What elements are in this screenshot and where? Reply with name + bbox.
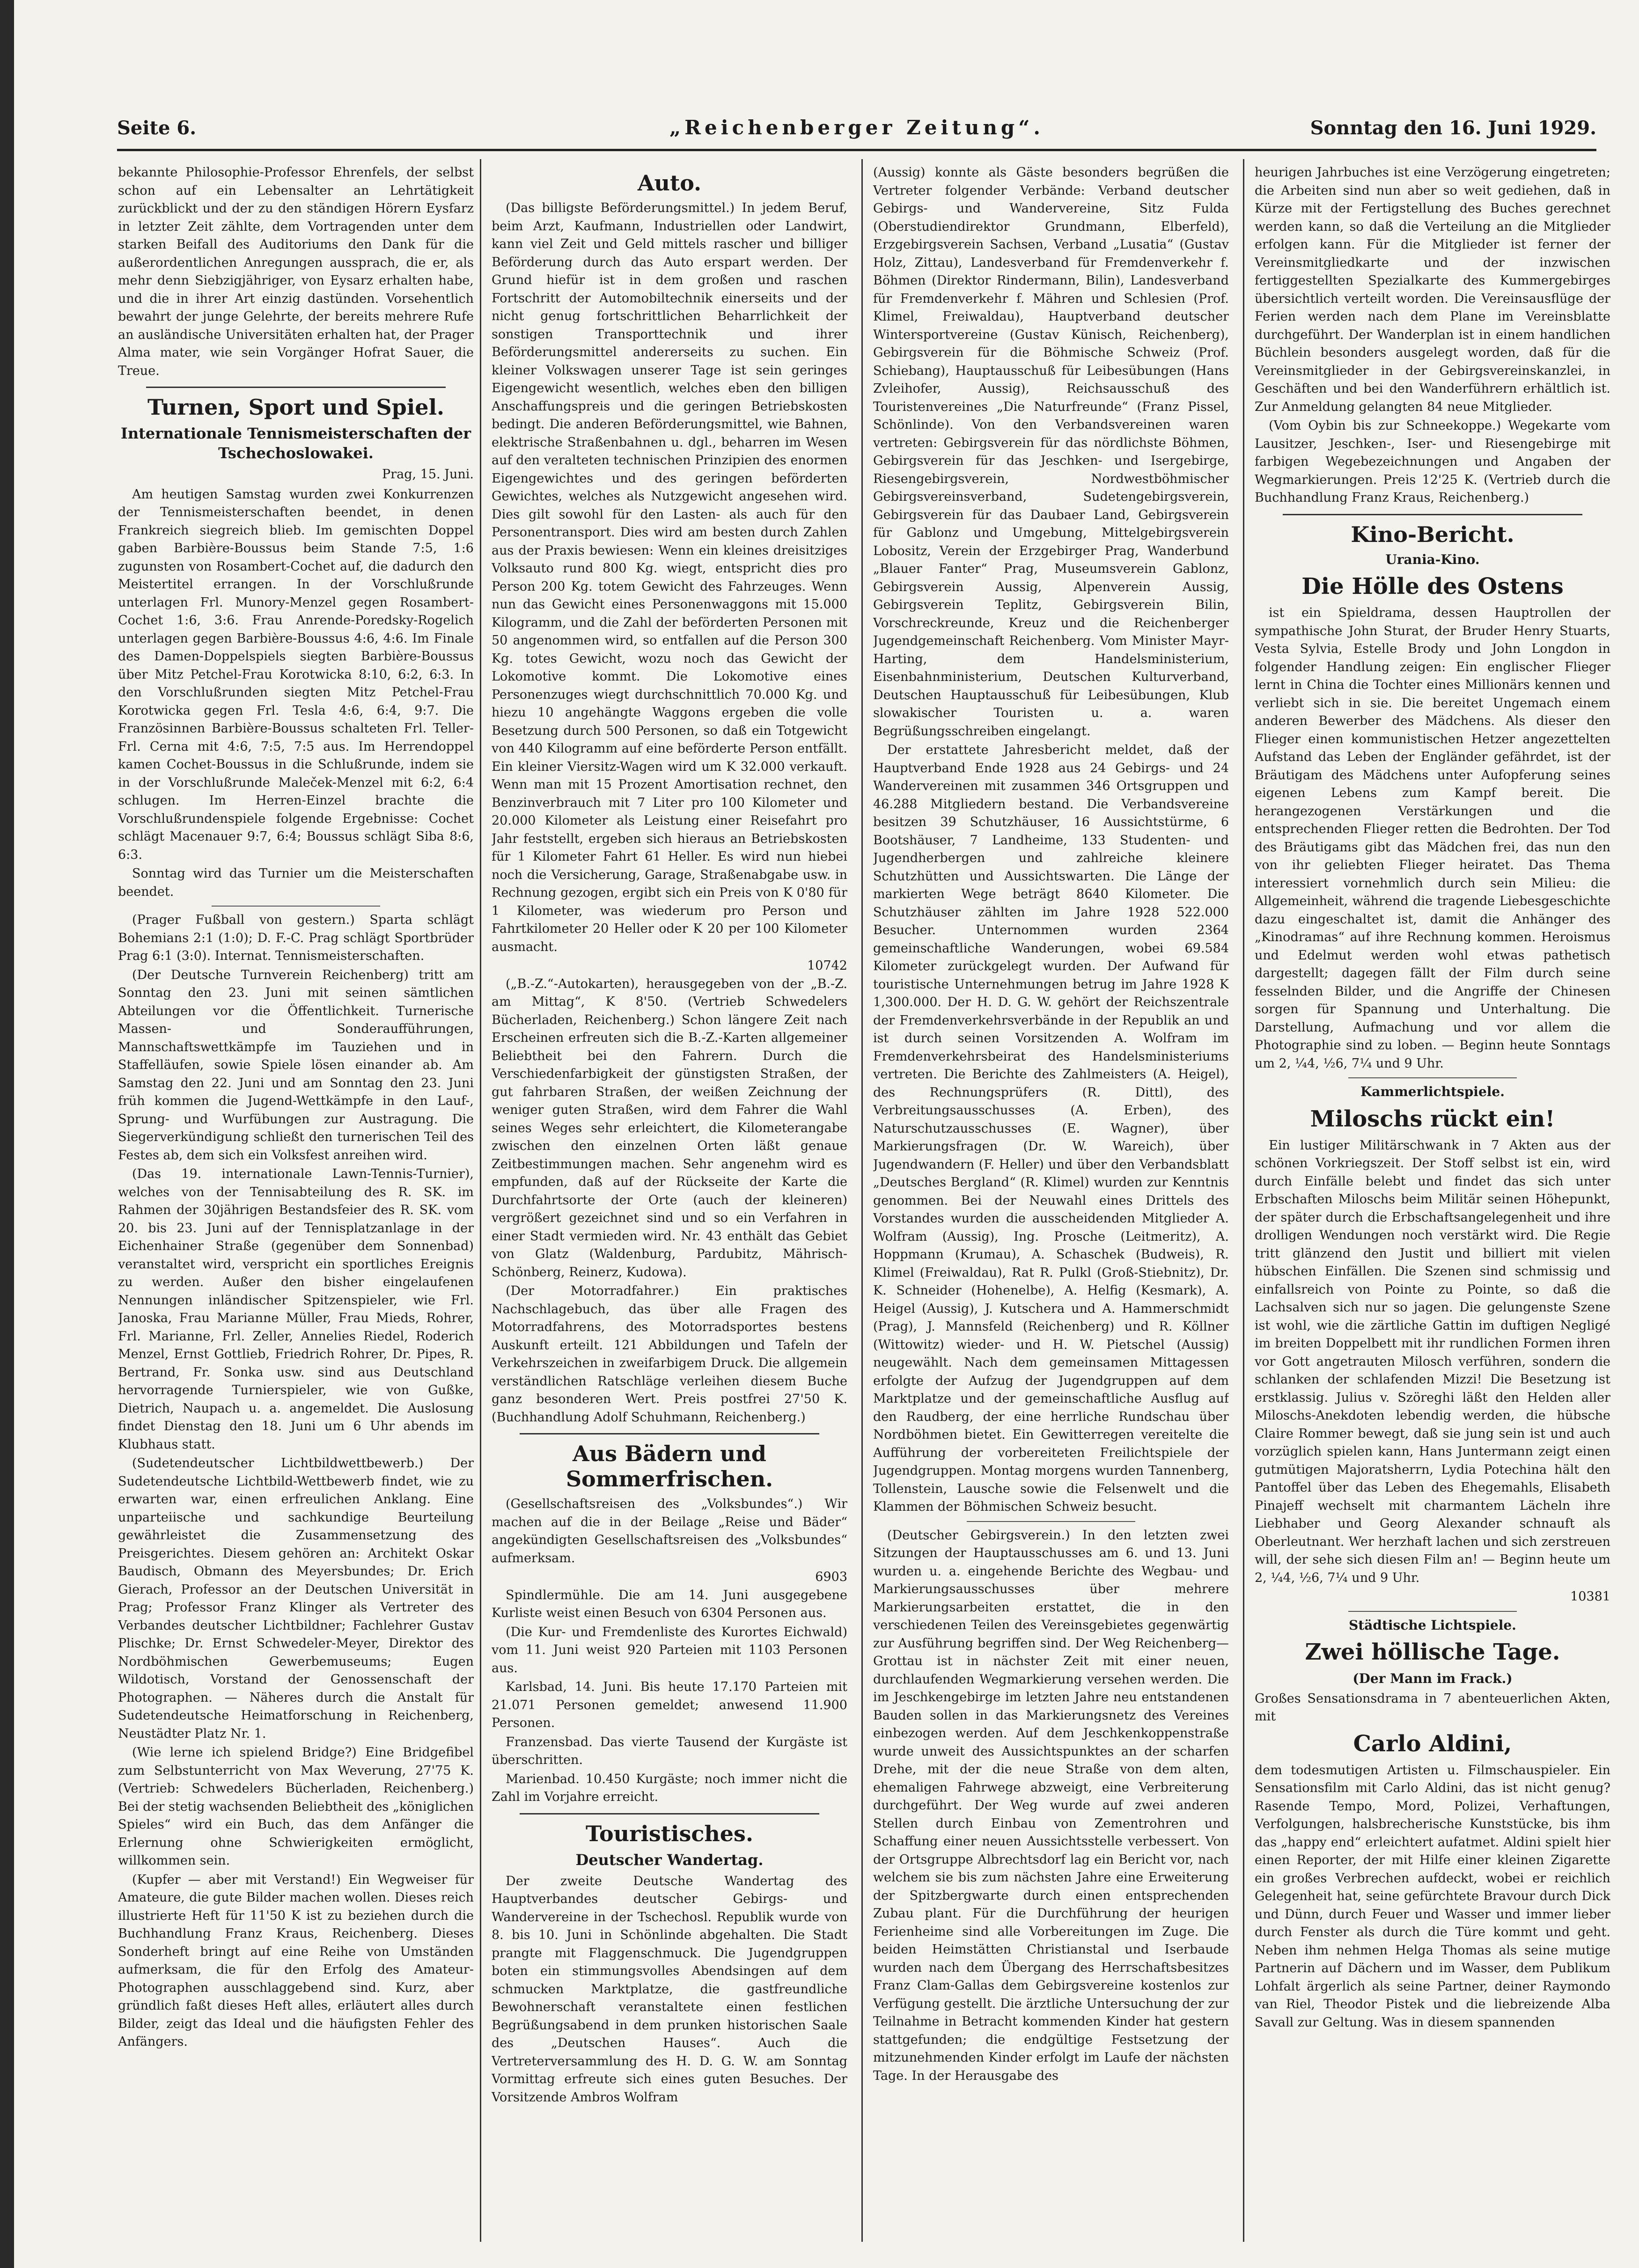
news-item: Franzensbad. Das vierte Tausend der Kurgäste ist überschritten. — [492, 1734, 847, 1767]
reference-number: 6903 — [815, 1570, 847, 1584]
news-item: (Wie lerne ich spielend Bridge?) Eine Bridgefibel zum Selbstunterricht von Max Weverung, 27'75 K. (Vertrieb: Schwedelers Bücherladen, Reichenberg.) Bei der stetig wachsenden Beliebtheit des „königlichen Spieles“ wird ein Buch, das dem Anfänger die Erlernung ohne Schwierigkeiten ermöglicht, willkommen sein. — [118, 1745, 474, 1868]
news-item: („B.-Z.“-Autokarten), herausgegeben von der „B.-Z. am Mittag“, K 8'50. (Vertrieb Schwedelers Bücherladen, Reichenberg.) Schon längere Zeit nach Erscheinen erfreuten sich die B.-Z.-Karten allgemeiner Beliebtheit bei den Fahrern. Durch die Verschiedenfarbigkeit der günstigsten Straßen, der gut fahrbaren Straßen, der weißen Zeichnung der weniger guten Straßen, wird dem Fahrer die Wahl seines Weges sehr erleichtert, die Kilometerangabe zwischen den einzelnen Orten läßt genaue Zeitbestimmungen machen. Sehr angenehm wird es empfunden, daß auf der Rückseite der Karte die Durchfahrtsorte der Orte (auch der kleineren) vergrößert gezeichnet sind und so ein Verfahren in einer Stadt vermieden wird. Nr. 43 enthält das Gebiet von Glatz (Waldenburg, Pardubitz, Mährisch-Schönberg, Reinerz, Kudowa). — [492, 976, 847, 1280]
news-item: Karlsbad, 14. Juni. Bis heute 17.170 Parteien mit 21.071 Personen gemeldet; anwesend 11.900 Personen. — [492, 1680, 847, 1730]
news-item: (Vom Oybin bis zur Schneekoppe.) Wegekarte vom Lausitzer, Jeschken-, Iser- und Riesengebirge mit farbigen Wegebezeichnungen und Angaben der Wegmarkierungen. Preis 12'25 K. (Vertrieb durch die Buchhandlung Franz Kraus, Reichenberg.) — [1255, 418, 1610, 505]
film-title: Die Hölle des Ostens — [1301, 573, 1564, 600]
section-heading: Kino-Bericht. — [1351, 521, 1514, 547]
article-continuation: heurigen Jahrbuches ist eine Verzögerung eingetreten; die Arbeiten sind nun aber so weit gediehen, daß in Kürze mit der Fertigstellung des Buches gerechnet werden kann, so daß die Verteilung an die Mitglieder erfolgen kann. Für die Mitglieder ist ferner der Vereinsmitgliedkarte und der inzwischen fertiggestellten Spezialkarte des Kummergebirges übersichtlich verteilt worden. Die Vereinsausflüge der Ferien werden nach dem Plane im Vereinsblatte durchgeführt. Der Wanderplan ist in einem handlichen Büchlein besonders ausgelegt worden, daß für die Vereinsmitglieder in der Gebirgsvereinskanzlei, in Geschäften und bei den Wanderführern erhältlich ist. Zur Anmeldung gelangten 84 neue Mitglieder. — [1255, 165, 1610, 414]
section-heading: Aus Bädern und Sommerfrischen. — [566, 1441, 773, 1492]
article-body: (Das billigste Beförderungsmittel.) In jedem Beruf, beim Arzt, Kaufmann, Industriellen oder Landwirt, kann viel Zeit und Geld mittels rascher und billiger Beförderung durch das Auto erspart werden. Der Grund hiefür ist in dem großen und raschen Fortschritt der Automobiltechnik einerseits und der nicht genug fortschrittlichen Beharrlichkeit der sonstigen Transporttechnik und ihrer Beförderungsmittel andererseits zu suchen. Ein kleiner Volkswagen unserer Tage ist sein geringes Eigengewicht wesentlich, welches eben den billigen Anschaffungspreis und die geringen Betriebskosten bedingt. Die anderen Beförderungsmittel, wie Bahnen, elektrische Straßenbahnen u. dgl., beharren im Wesen auf den veralteten technischen Prinzipien des enormen Eigengewichtes und des geringen beförderten Gewichtes, welches als Nutzgewicht angesehen wird. Dies gilt sowohl für den Lasten- als auch für den Personentransport. Dies wird am besten durch Zahlen aus der Praxis bewiesen: Wenn ein kleines dreisitziges Volksauto rund 800 Kg. wiegt, entspricht dies pro Person 200 Kg. totem Gewicht des Fahrzeuges. Wenn nun das Gewicht eines Personenwaggons mit 15.000 Kilogramm, und die Zahl der beförderten Personen mit 50 angenommen wird, so entfallen auf die Person 300 Kg. totes Gewicht, wozu noch das Gewicht der Lokomotive kommt. Die Lokomotive eines Personenzuges wiegt durchschnittlich 70.000 Kg. und hiezu 10 angehängte Waggons ergeben die volle Besetzung durch 500 Personen, so daß ein Totgewicht von 440 Kilogramm auf eine beförderte Person entfällt. Ein kleiner Viersitz-Wagen wird um K 32.000 verkauft. Wenn man mit 15 Prozent Amortisation rechnet, den Benzinverbrauch mit 7 Liter pro 100 Kilometer und 20.000 Kilometer als Leistung einer Reisefahrt pro Jahr feststellt, ergeben sich hieraus an Betriebskosten für 1 Kilometer Fahrt 61 Heller. Es wird nun hiebei noch die Versicherung, Garage, Straßenabgabe usw. in Rechnung gezogen, ergibt sich ein Preis von K 0'80 für 1 Kilometer, was wiederum pro Person und Fahrtkilometer 20 Heller oder K 20 per 100 Kilometer ausmacht. — [492, 201, 847, 954]
reference-number: 10742 — [807, 958, 847, 973]
film-star: Carlo Aldini, — [1353, 1730, 1512, 1757]
news-item: (Prager Fußball von gestern.) Sparta schlägt Bohemians 2:1 (1:0); D. F.-C. Prag schlägt Sportbrüder Prag 6:1 (3:0). Internat. Tennismeisterschaften. — [118, 913, 474, 963]
section-heading: Auto. — [637, 170, 702, 196]
cinema-name: Urania-Kino. — [1385, 551, 1480, 567]
column-divider — [861, 159, 863, 2242]
news-item: (Der Motorradfahrer.) Ein praktisches Nachschlagebuch, das über alle Fragen des Motorradfahrens, des Motorradsportes bestens Auskunft erteilt. 121 Abbildungen und Tafeln der Verkehrszeichen in zweifarbigem Druck. Die allgemein verständlichen Ratschläge verleihen diesem Buche ganz besonderen Wert. Preis postfrei 27'50 K. (Buchhandlung Adolf Schuhmann, Reichenberg.) — [492, 1284, 847, 1425]
news-item: (Kupfer — aber mit Verstand!) Ein Wegweiser für Amateure, die gute Bilder machen wollen. Dieses reich illustrierte Heft für 11'50 K ist zu beziehen durch die Buchhandlung Franz Kraus, Reichenberg. Dieses Sonderheft bringt auf eine Reihe von Umständen aufmerksam, die für den Erfolg des Amateur-Photographen ausschlaggebend sind. Kurz, aber gründlich faßt dieses Heft alles, erläutert alles durch Bilder, zeigt das Ideal und die häufigsten Fehler des Anfängers. — [118, 1872, 474, 2049]
news-item: Spindlermühle. Die am 14. Juni ausgegebene Kurliste weist einen Besuch von 6304 Personen aus. — [492, 1588, 847, 1620]
film-title: Miloschs rückt ein! — [1310, 1105, 1555, 1132]
page-number: Seite 6. — [117, 117, 197, 139]
news-item: (Gesellschaftsreisen des „Volksbundes“.) Wir machen auf die in der Beilage „Reise und Bäder“ angekündigten Gesellschaftsreisen des „Volksbundes“ aufmerksam. — [492, 1497, 847, 1566]
news-item: (Der Deutsche Turnverein Reichenberg) tritt am Sonntag den 23. Juni mit seinen sämtlichen Abteilungen vor die Öffentlichkeit. Turnerische Massen- und Sonderaufführungen, Mannschaftswettkämpfe im Tauziehen und in Staffelläufen, sowie Spiele lösen einander ab. Am Samstag den 22. Juni und am Sonntag den 23. Juni früh kommen die Jugend-Wettkämpfe in den Lauf-, Sprung- und Wurfübungen zur Austragung. Die Siegerverkündigung schließt den turnerischen Teil des Festes ab, dem sich ein Volksfest anreihen wird. — [118, 967, 474, 1163]
news-item: (Das 19. internationale Lawn-Tennis-Turnier), welches von der Tennisabteilung des R. SK. im Rahmen der 30jährigen Bestandsfeier des R. SK. vom 20. bis 23. Juni auf der Tennisplatzanlage in der Eichenhainer Straße (gegenüber dem Sonnenbad) veranstaltet wird, verspricht ein sportliches Ereignis zu werden. Außer den bisher eingelaufenen Nennungen inländischer Spitzenspieler, wie Frl. Janoska, Frau Marianne Müller, Frau Mieds, Rohrer, Frl. Marianne, Frl. Zeller, Annelies Riedel, Roderich Menzel, Ernst Gottlieb, Friedrich Rohrer, Dr. Pipes, R. Bertrand, Fr. Sonka usw. sind aus Deutschland hervorragende Turnierspieler, wie von Gußke, Dietrich, Naupach u. a. angemeldet. Die Auslosung findet Dienstag den 18. Juni um 6 Uhr abends im Klubhaus statt. — [118, 1167, 474, 1452]
cinema-name: Städtische Lichtspiele. — [1349, 1617, 1516, 1633]
column-divider — [1243, 159, 1244, 2242]
divider — [1348, 1611, 1517, 1612]
masthead: „Reichenberger Zeitung“. — [669, 116, 1044, 139]
reference-number: 10381 — [1570, 1589, 1610, 1604]
news-item: Marienbad. 10.450 Kurgäste; noch immer nicht die Zahl im Vorjahre erreicht. — [492, 1771, 847, 1804]
film-review: dem todesmutigen Artisten u. Filmschauspieler. Ein Sensationsfilm mit Carlo Aldini, das ist nicht genug? Rasende Tempo, Mord, Polizei, Verhaftungen, Verfolgungen, halsbrecherische Kunststücke, bis ihm das „happy end“ erleichtert aufatmet. Aldini spielt hier einen Reporter, der mit Hilfe einer kleinen Zigarette ein großes Verbrechen aufdeckt, wobei er reichlich Gelegenheit hat, seine gefürchtete Bravour durch Dick und Dünn, durch Feuer und Wasser und immer lieber durch Fenster als durch die Türe kommt und geht. Neben ihm nehmen Helga Thomas als seine mutige Partnerin auf Dächern und im Wasser, dem Publikum Lohfalt ärgerlich als seine Partner, deiner Raymondo van Riel, Theodor Pistek und die liebreizende Alba Savall zur Geltung. Was in diesem spannenden — [1255, 1763, 1610, 2030]
film-subtitle: (Der Mann im Frack.) — [1352, 1671, 1513, 1686]
film-review: Ein lustiger Militärschwank in 7 Akten aus der schönen Vorkriegszeit. Der Stoff selbst ist ein, wird durch Einfälle belebt und findet das sich unter Erbschaften Miloschs beim Militär seinen Höhepunkt, der später durch die Erbschaftsangelegenheit und ihre drolligen Wendungen noch verstärkt wird. Die Regie tritt glänzend den Justit und billiert mit vielen hübschen Einfällen. Die Szenen sind schmissig und einfallsreich von Pointe zu Pointe, so daß die Lachsalven sich nur so jagen. Die gelungenste Szene ist wohl, wie die zärtliche Gattin im duftigen Negligé im breiten Doppelbett mit ihr rundlichen Formen ihren vor Gott angetrauten Milosch verführen, sondern die schlanken der schlafenden Mizzi! Die Besetzung ist erstklassig. Julius v. Szöreghi läßt den Helden aller Miloschs-Anekdoten lebendig werden, die hübsche Claire Rommer bewegt, daß sie jung sein ist und auch vorzüglich spielen kann, Hans Juntermann zeigt einen gutmütigen Majoratsherrn, Lydia Potechina hält den Pantoffel über das Leben des Ehegemahls, Elisabeth Pinajeff wechselt mit charmantem Lächeln ihre Liebhaber und Georg Alexander schnauft als Oberleutnant. Wer herzhaft lachen und sich zerstreuen will, der sehe sich diesen Film an! — Beginn heute um 2, ¼4, ½6, 7¼ und 9 Uhr. — [1255, 1138, 1610, 1585]
article-continuation: (Aussig) konnte als Gäste besonders begrüßen die Vertreter folgender Verbände: Verband deutscher Gebirgs- und Wandervereine, Sitz Fulda (Oberstudiendirektor Grundmann, Elberfeld), Erzgebirgsverein Sachsen, Verband „Lusatia“ (Gustav Holz, Zittau), Landesverband für Fremdenverkehr f. Böhmen (Direktor Rindermann, Bilin), Landesverband für Fremdenverkehr f. Mähren und Schlesien (Prof. Klimel, Freiwaldau), Hauptverband deutscher Wintersportvereine (Gustav Künisch, Reichenberg), Gebirgsverein für die Böhmische Schweiz (Prof. Schiebang), Hauptausschuß für Leibesübungen (Hans Zvleihofer, Aussig), Reichsausschuß des Touristenvereines „Die Naturfreunde“ (Franz Pissel, Schönlinde). Von den Verbandsvereinen waren vertreten: Gebirgsverein für das nördlichste Böhmen, Gebirgsverein für das Jeschken- und Isergebirge, Riesengebirgsverein, Nordwestböhmischer Gebirgsvereinsverband, Sudetengebirgsverein, Gebirgsverein für das Daubaer Land, Gebirgsverein für Gablonz und Umgebung, Mittelgebirgsverein Lobositz, Verein der Erzgebirger Prag, Wanderbund „Blauer Fanter“ Prag, Museumsverein Gablonz, Gebirgsverein Aussig, Alpenverein Aussig, Gebirgsverein Teplitz, Gebirgsverein Bilin, Vorschreckreunde, Kreuz und die Reichenberger Jugendgemeinschaft Reichenberg. Vom Minister Mayr-Harting, dem Handelsministerium, Eisenbahnministerium, Deutschen Kulturverband, Deutschen Hauptausschuß für Leibesübungen, Klub slowakischer Touristen u. a. waren Begrüßungsschreiben eingelangt. — [873, 165, 1229, 739]
dateline: Prag, 15. Juni. — [382, 467, 474, 482]
column-1 — [118, 164, 474, 2223]
film-lead: Großes Sensationsdrama in 7 abenteuerlichen Akten, mit — [1255, 1691, 1610, 1724]
column-2 — [492, 164, 847, 2223]
column-4 — [1255, 164, 1610, 2223]
cinema-name: Kammerlichtspiele. — [1360, 1084, 1505, 1099]
header-rule — [117, 149, 1596, 151]
article-body: Sonntag wird das Turnier um die Meisterschaften beendet. — [118, 866, 474, 899]
page-header — [117, 112, 1596, 145]
article-headline: Deutscher Wandertag. — [575, 1851, 764, 1869]
article-headline: Internationale Tennismeisterschaften der Tschechoslowakei. — [120, 424, 471, 462]
page-binding-edge — [0, 0, 14, 2268]
news-item: (Die Kur- und Fremdenliste des Kurortes Eichwald) vom 11. Juni weist 920 Parteien mit 1103 Personen aus. — [492, 1624, 847, 1675]
divider — [146, 387, 446, 388]
section-heading: Turnen, Sport und Spiel. — [147, 395, 445, 420]
section-heading: Touristisches. — [586, 1821, 753, 1846]
article-body: Der erstattete Jahresbericht meldet, daß der Hauptverband Ende 1928 aus 24 Gebirgs- und 24 Wandervereinen mit zusammen 346 Ortsgruppen und 46.288 Mitgliedern bestand. Die Verbandsvereine besitzen 39 Schutzhäuser, 16 Aussichtstürme, 6 Bootshäuser, 7 Landheime, 133 Studenten- und Jugendherbergen und zahlreiche kleinere Schutzhütten und Aussichtswarten. Die Länge der markierten Wege beträgt 8640 Kilometer. Die Schutzhäuser zählten im Jahre 1928 522.000 Besucher. Unternommen wurden 2364 gemeinschaftliche Wanderungen, wobei 69.584 Kilometer zurückgelegt wurden. Der Aufwand für touristische Unternehmungen betrug im Jahre 1928 K 1,300.000. Der H. D. G. W. gehört der Reichszentrale der Fremdenverkehrsverbände in der Republik an und ist durch seinen Vorsitzenden A. Wolfram im Fremdenverkehrsbeirat des Handelsministeriums vertreten. Die Berichte des Zahlmeisters (A. Heigel), des Rechnungsprüfers (R. Dittl), des Verbreitungsausschusses (A. Erben), des Naturschutzausschusses (E. Wagner), über Markierungsfragen (Dr. W. Wareich), über Jugendwandern (F. Heller) und über den Verbandsblatt „Deutsches Bergland“ (R. Klimel) wurden zur Kenntnis genommen. Bei der Neuwahl eines Drittels des Vorstandes wurden die ausscheidenden Mitglieder A. Wolfram (Aussig), Ing. Prosche (Leitmeritz), A. Hoppmann (Krumau), A. Schaschek (Budweis), R. Klimel (Freiwaldau), Rat R. Pulkl (Groß-Stiebnitz), Dr. K. Schneider (Hohenelbe), A. Helfig (Kesmark), A. Heigel (Aussig), J. Kutschera und A. Hammerschmidt (Prag), J. Mannsfeld (Reichenberg) und R. Köllner (Wittowitz) wieder- und H. W. Pietschel (Aussig) neugewählt. Nach dem gemeinsamen Mittagessen erfolgte der Aufzug der Jugendgruppen auf dem Marktplatze und der gemeinschaftliche Ausflug auf den Raudberg, der eine herrliche Rundschau über Nordböhmen bietet. Ein Gewitterregen vereitelte die Aufführung der vorbereiteten Freilichtspiele der Jugendgruppen. Montag morgens wurden Tannenberg, Tollenstein, Lausche sowie die Felsenwelt und die Klammen der Böhmischen Schweiz besucht. — [873, 743, 1229, 1514]
divider — [967, 1521, 1135, 1522]
divider — [520, 1433, 819, 1434]
divider — [212, 906, 380, 907]
column-divider — [480, 159, 481, 2242]
divider — [1348, 1077, 1517, 1078]
news-item: (Deutscher Gebirgsverein.) In den letzten zwei Sitzungen der Hauptausschusses am 6. und 13. Juni wurden u. a. eingehende Berichte des Wegbau- und Markierungsausschusses über mehrere Markierungsarbeiten erstattet, die in den verschiedenen Teilen des Vereinsgebietes gegenwärtig zur Ausführung begriffen sind. Der Weg Reichenberg—Grottau ist in nächster Zeit mit einer neuen, durchlaufenden Wegmarkierung versehen werden. Die im Jeschkengebirge im letzten Jahre neu entstandenen Bauden sollen in das Markierungsnetz des Vereines einbezogen werden. Auf dem Jeschkenkoppenstraße wurde unweit des Aussichtspunktes an der scharfen Drehe, mit der die neue Straße von dem alten, ehemaligen Fahrwege abzweigt, eine Verbreiterung durchgeführt. Der Weg wurde auf zwei anderen Stellen durch Einbau von Zementrohren und Schaffung einer neuen Aussichtsstelle verbessert. Von der Ortsgruppe Albrechtsdorf lag ein Bericht vor, nach welchem sie bis zum nächsten Jahre eine Erweiterung der Spitzbergwarte durch einen entsprechenden Zubau plant. Für die Durchführung der heurigen Ferienheime sind alle Vorbereitungen im Zuge. Die beiden Heimstätten Christianstal und Iserbaude wurden nach dem Übergang des Herrschaftsbesitzes Franz Clam-Gallas dem Gebirgsvereine kostenlos zur Verfügung gestellt. Die ärztliche Untersuchung der zur Teilnahme in Betracht kommenden Kinder hat gestern stattgefunden; die endgültige Festsetzung der mitzunehmenden Kinder erfolgt im Laufe der nächsten Tage. In der Herausgabe des — [873, 1528, 1229, 2083]
article-body: Der zweite Deutsche Wandertag des Hauptverbandes deutscher Gebirgs- und Wandervereine in der Tschechosl. Republik wurde von 8. bis 10. Juni in Schönlinde abgehalten. Die Stadt prangte mit Flaggenschmuck. Die Jugendgruppen boten ein stimmungsvolles Abendsingen auf dem schmucken Marktplatze, die gastfreundliche Bewohnerschaft veranstaltete einen festlichen Begrüßungsabend in dem prunken historischen Saale des „Deutschen Hauses“. Auch die Vertreterversammlung des H. D. G. W. am Sonntag Vormittag erfreute sich eines guten Besuches. Der Vorsitzende Ambros Wolfram — [492, 1873, 847, 2105]
film-review: ist ein Spieldrama, dessen Hauptrollen der sympathische John Sturat, der Bruder Henry Stuarts, Vesta Sylvia, Estelle Brody und John Longdon in folgender Handlung zeigen: Ein englischer Flieger lernt in China die Tochter eines Millionärs kennen und verliebt sich in sie. Die bereitet Ungemach einem anderen Bewerber des Mädchens. Als dieser den Flieger einen kommunistischen Hetzer angezettelten Aufstand das Leben der Engländer gefährdet, ist der Bräutigam des Mädchens unter Aufopferung seines eigenen Lebens zum Kampf bereit. Die herangezogenen Verstärkungen und die entsprechenden Flieger retten die Bedrohten. Der Tod des Bräutigams gibt das Mädchen frei, das nun den von ihr geliebten Flieger heiratet. Das Thema interessiert vornehmlich durch sein Milieu: die Allgemeinheit, während die tragende Liebesgeschichte dazu eingeschaltet ist, damit die Anhänger des „Kinodramas“ auf ihre Rechnung kommen. Heroismus und Edelmut werden wohl etwas pathetisch dargestellt; dagegen fällt der Film durch seine fesselnden Bilder, und die Angriffe der Chinesen sorgen für Spannung und Unterhaltung. Die Darstellung, Aufmachung und vor allem die Photographie sind zu loben. — Beginn heute Sonntags um 2, ¼4, ½6, 7¼ und 9 Uhr. — [1255, 606, 1610, 1071]
news-item: (Sudetendeutscher Lichtbildwettbewerb.) Der Sudetendeutsche Lichtbild-Wettbewerb findet, wie zu erwarten war, einen erfreulichen Anklang. Eine unparteiische und sachkundige Beurteilung gewährleistet die Zusammensetzung des Preisgerichtes. Diesem gehören an: Architekt Oskar Baudisch, Obmann des Meyersbundes; Dr. Erich Gierach, Professor an der Deutschen Universität in Prag; Professor Franz Klinger als Vertreter des Verbandes deutscher Lichtbildner; Fachlehrer Gustav Plischke; Dr. Ernst Schwedeler-Meyer, Direktor des Nordböhmischen Gewerbemuseums; Eugen Wildotisch, Vorstand der Genossenschaft der Photographen. — Näheres durch die Anstalt für Sudetendeutsche Heimatforschung in Reichenberg, Neustädter Platz Nr. 1. — [118, 1456, 474, 1741]
article-body: Am heutigen Samstag wurden zwei Konkurrenzen der Tennismeisterschaften beendet, in denen Frankreich siegreich blieb. Im gemischten Doppel gaben Barbière-Boussus beim Stande 7:5, 1:6 zugunsten von Rosambert-Cochet auf, die dadurch den Meistertitel errangen. In der Vorschlußrunde unterlagen Frl. Munory-Menzel gegen Rosambert-Cochet 1:6, 3:6. Frau Anrende-Poredsky-Rogelich unterlagen gegen Barbière-Boussus 4:6, 4:6. Im Finale des Damen-Doppelspiels siegten Barbière-Boussus über Mitz Petchel-Frau Korotwicka 8:10, 6:2, 6:3. In den Vorschlußrunden siegten Mitz Petchel-Frau Korotwicka gegen Frl. Tesla 4:6, 6:4, 9:7. Die Französinnen Barbière-Boussus schalteten Frl. Teller-Frl. Cerna mit 4:6, 7:5, 7:5 aus. Im Herrendoppel kamen Cochet-Boussus in die Schlußrunde, indem sie in der Vorschlußrunde Maleček-Menzel mit 6:2, 6:4 schlugen. Im Herren-Einzel brachte die Vorschlußrundenspiele folgende Ergebnisse: Cochet schlägt Macenauer 9:7, 6:4; Boussus schlägt Siba 8:6, 6:3. — [118, 487, 474, 862]
divider — [520, 1813, 819, 1814]
column-3 — [873, 164, 1229, 2223]
article-continuation: bekannte Philosophie-Professor Ehrenfels, der selbst schon auf ein Lebensalter an Lehrtätigkeit zurückblickt und der zu den ständigen Hörern Eysfarz in letzter Zeit zählte, dem Vortragenden unter dem starken Beifall des Auditoriums den Dank für die außerordentlichen Anregungen aussprach, die er, als mehr denn Siebzigjähriger, von Eysarz erhalten habe, und die in ihrer Art einzig dastünden. Vorsehentlich bewahrt der junge Gelehrte, der bereits mehrere Rufe an ausländische Universitäten erhalten hat, der Prager Alma mater, wie sein Vorgänger Hofrat Sauer, die Treue. — [118, 165, 474, 378]
issue-date: Sonntag den 16. Juni 1929. — [1310, 117, 1596, 139]
film-title: Zwei höllische Tage. — [1305, 1639, 1560, 1665]
divider — [1283, 514, 1582, 515]
